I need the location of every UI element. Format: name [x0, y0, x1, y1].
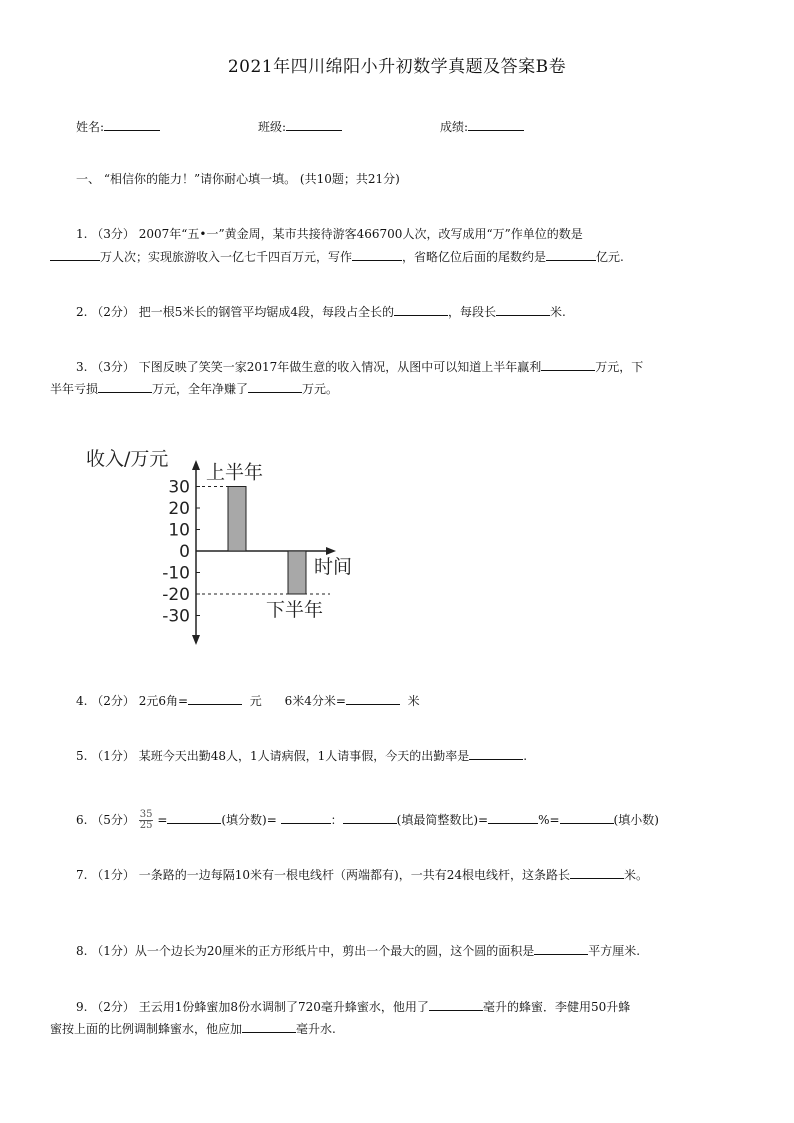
y-tick-label: 30: [168, 477, 190, 498]
q4-score: （2分）: [91, 694, 135, 708]
q8-number: 8.: [76, 944, 88, 958]
q5-score: （1分）: [91, 749, 135, 763]
q9-score: （2分）: [91, 1000, 135, 1014]
chart-ylabel: 收入/万元: [86, 448, 169, 470]
question-4: [76, 692, 420, 709]
y-tick-label: -30: [162, 606, 190, 627]
question-7: [76, 866, 648, 883]
q1-number: 1.: [76, 227, 88, 241]
q6-score: （5分）: [91, 813, 135, 827]
q3-text-5: 万元。: [302, 382, 339, 396]
q9-blank-2[interactable]: [242, 1020, 296, 1033]
q6-fraction: [139, 810, 154, 831]
q5-text: 某班今天出勤48人，1人请病假，1人请事假，今天的出勤率是: [138, 749, 470, 763]
bar-second-half: [288, 551, 306, 594]
q4-text-2: 元: [249, 694, 262, 708]
q9-text-4: 毫升水.: [296, 1022, 336, 1036]
q9-text-2: 毫升的蜂蜜．李健用50升蜂: [482, 1000, 631, 1014]
income-chart: [78, 440, 368, 650]
question-1: [76, 226, 583, 242]
question-3: [76, 358, 643, 375]
q7-blank[interactable]: [570, 866, 624, 879]
q4-text-4: 米: [407, 694, 420, 708]
y-tick-label: 10: [168, 520, 190, 541]
q4-blank-2[interactable]: [346, 692, 400, 705]
bar-label: 上半年: [206, 461, 264, 484]
q2-number: 2.: [76, 305, 88, 319]
q1-text-2: 万人次；实现旅游收入一亿七千四百万元，写作: [100, 250, 353, 264]
q9-text-3: 蜜按上面的比例调制蜂蜜水，他应加: [50, 1022, 243, 1036]
q5-blank[interactable]: [469, 747, 523, 760]
question-2: [76, 303, 566, 320]
q9-number: 9.: [76, 1000, 88, 1014]
score-label: 成绩:: [440, 120, 469, 134]
chart-xlabel: 时间: [314, 556, 353, 578]
q2-score: （2分）: [91, 305, 135, 319]
q8-text-2: 平方厘米.: [588, 944, 641, 958]
q9-text: 王云用1份蜂蜜加8份水调制了720毫升蜂蜜水，他用了: [138, 1000, 429, 1014]
q5-text-2: .: [523, 749, 528, 763]
name-blank[interactable]: [104, 118, 160, 131]
q6-blank-4[interactable]: [488, 811, 538, 824]
question-9-line-2: [50, 1020, 336, 1037]
q1-score: （3分）: [91, 227, 135, 241]
q3-text: 下图反映了笑笑一家2017年做生意的收入情况，从图中可以知道上半年赢利: [138, 360, 542, 374]
score-blank[interactable]: [468, 118, 524, 131]
q8-blank[interactable]: [534, 942, 588, 955]
q6-text: =: [157, 813, 168, 827]
q3-blank-3[interactable]: [248, 380, 302, 393]
question-1-line-2: [50, 248, 624, 265]
question-8: [76, 942, 640, 959]
section-heading: 一、 “相信你的能力！”请你耐心填一填。 (共10题；共21分): [76, 172, 400, 186]
question-3-line-2: [50, 380, 338, 397]
q6-blank-3[interactable]: [343, 811, 397, 824]
q2-text-3: 米.: [550, 305, 566, 319]
q9-blank-1[interactable]: [429, 998, 483, 1011]
score-field: [440, 118, 524, 135]
page-title: 2021年四川绵阳小升初数学真题及答案B卷: [227, 57, 567, 77]
class-label: 班级:: [258, 120, 287, 134]
q6-text-2: (填分数)=: [221, 813, 277, 827]
y-axis-arrow-bottom: [192, 635, 200, 645]
q7-number: 7.: [76, 868, 88, 882]
y-tick-label: -10: [162, 563, 190, 584]
q3-number: 3.: [76, 360, 88, 374]
x-axis-arrow: [326, 547, 336, 555]
y-tick-label: 0: [179, 542, 190, 562]
q3-blank-1[interactable]: [541, 358, 595, 371]
q2-blank-2[interactable]: [496, 303, 550, 316]
q6-text-3: ：: [330, 813, 343, 827]
bar-label: 下半年: [266, 599, 324, 621]
q6-blank-1[interactable]: [167, 811, 221, 824]
q1-text-3: ，省略亿位后面的尾数约是: [402, 250, 547, 264]
q3-text-2: 万元，下: [595, 360, 644, 374]
question-5: [76, 747, 527, 764]
q1-blank-3[interactable]: [546, 248, 596, 261]
q3-blank-2[interactable]: [98, 380, 152, 393]
q6-blank-5[interactable]: [560, 811, 614, 824]
q3-score: （3分）: [91, 360, 135, 374]
q2-text-2: ，每段长: [448, 305, 497, 319]
q3-text-3: 半年亏损: [50, 382, 99, 396]
q4-number: 4.: [76, 694, 88, 708]
q4-text-3: 6米4分米=: [284, 694, 346, 708]
name-label: 姓名:: [76, 120, 105, 134]
q1-text: 2007年“五•一”黄金周，某市共接待游客466700人次，改写成用“万”作单位的数是: [138, 227, 583, 241]
q6-fraction-denominator: 25: [139, 820, 153, 831]
q5-number: 5.: [76, 749, 88, 763]
q6-text-6: (填小数): [613, 813, 659, 827]
y-tick-label: -20: [162, 585, 190, 605]
q7-score: （1分）: [91, 868, 135, 882]
q8-text: 从一个边长为20厘米的正方形纸片中，剪出一个最大的圆，这个圆的面积是: [134, 944, 535, 958]
class-blank[interactable]: [286, 118, 342, 131]
q1-blank-1[interactable]: [50, 248, 100, 261]
q6-text-5: %=: [538, 813, 560, 827]
q4-blank-1[interactable]: [188, 692, 242, 705]
y-tick-label: 20: [168, 499, 190, 519]
q4-text: 2元6角=: [138, 694, 189, 708]
q2-blank-1[interactable]: [394, 303, 448, 316]
q7-text-2: 米。: [623, 868, 648, 882]
q3-text-4: 万元，全年净赚了: [152, 382, 249, 396]
q1-text-4: 亿元.: [596, 250, 624, 264]
y-axis-arrow: [192, 460, 200, 470]
question-6: [76, 808, 659, 832]
q2-text: 把一根5米长的钢管平均锯成4段，每段占全长的: [138, 305, 395, 319]
q8-score: （1分）: [91, 944, 135, 958]
q6-number: 6.: [76, 813, 88, 827]
question-9: [76, 998, 630, 1015]
bar-first-half: [228, 487, 246, 552]
q7-text: 一条路的一边每隔10米有一根电线杆（两端都有)，一共有24根电线杆，这条路长: [138, 868, 570, 882]
class-field: [258, 118, 342, 135]
q6-blank-2[interactable]: [281, 811, 331, 824]
name-field: [76, 118, 160, 135]
q1-blank-2[interactable]: [352, 248, 402, 261]
q6-fraction-numerator: 35: [139, 809, 153, 820]
q6-text-4: (填最简整数比)=: [396, 813, 489, 827]
